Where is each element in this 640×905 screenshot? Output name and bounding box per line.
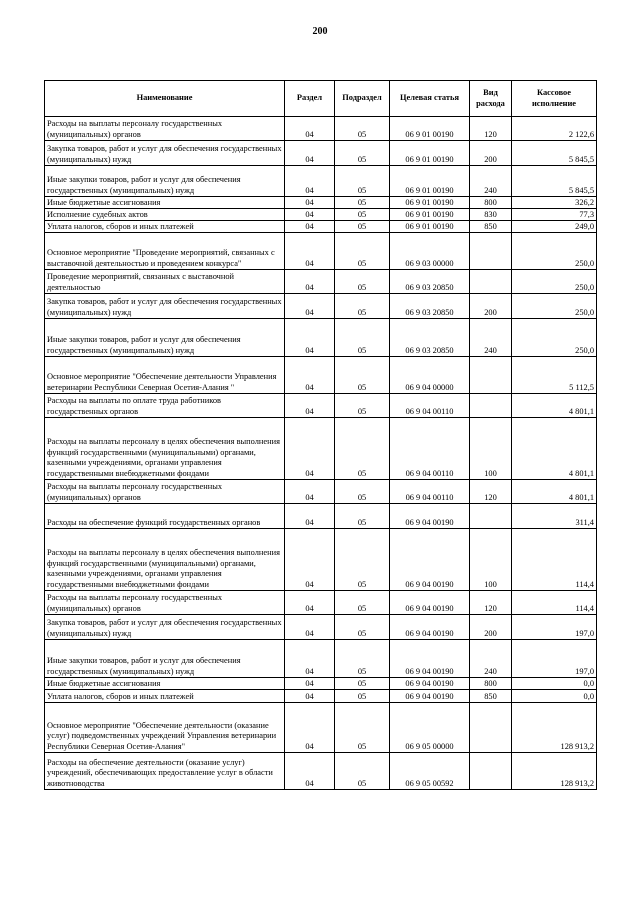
cell-section: 04 [285, 270, 335, 294]
column-header-section: Раздел [285, 81, 335, 117]
cell-section: 04 [285, 529, 335, 591]
cell-cash-execution: 197,0 [512, 615, 597, 640]
cell-expense-type: 240 [470, 319, 512, 357]
cell-target-article: 06 9 05 00592 [390, 753, 470, 790]
cell-section: 04 [285, 294, 335, 319]
cell-cash-execution: 326,2 [512, 197, 597, 209]
cell-expense-type: 200 [470, 294, 512, 319]
cell-name: Расходы на выплаты персоналу государственных (муниципальных) органов [45, 117, 285, 141]
table-row [45, 221, 597, 233]
cell-subsection: 05 [335, 690, 390, 703]
cell-subsection: 05 [335, 529, 390, 591]
cell-subsection: 05 [335, 753, 390, 790]
cell-expense-type [470, 504, 512, 529]
cell-cash-execution: 250,0 [512, 270, 597, 294]
cell-subsection: 05 [335, 197, 390, 209]
cell-expense-type: 200 [470, 141, 512, 166]
cell-expense-type: 800 [470, 197, 512, 209]
cell-name: Закупка товаров, работ и услуг для обеспечения государственных (муниципальных) нужд [45, 294, 285, 319]
cell-target-article: 06 9 01 00190 [390, 166, 470, 197]
cell-cash-execution: 249,0 [512, 221, 597, 233]
cell-target-article: 06 9 04 00110 [390, 418, 470, 480]
cell-subsection: 05 [335, 221, 390, 233]
cell-cash-execution: 0,0 [512, 690, 597, 703]
cell-cash-execution: 114,4 [512, 591, 597, 615]
cell-cash-execution: 311,4 [512, 504, 597, 529]
cell-expense-type [470, 394, 512, 418]
cell-section: 04 [285, 418, 335, 480]
cell-target-article: 06 9 04 00000 [390, 357, 470, 394]
cell-target-article: 06 9 04 00110 [390, 480, 470, 504]
cell-subsection: 05 [335, 117, 390, 141]
table-header [45, 81, 597, 117]
cell-subsection: 05 [335, 394, 390, 418]
cell-target-article: 06 9 04 00190 [390, 529, 470, 591]
cell-section: 04 [285, 480, 335, 504]
table-row [45, 197, 597, 209]
table-row [45, 294, 597, 319]
cell-target-article: 06 9 05 00000 [390, 703, 470, 753]
cell-name: Расходы на выплаты персоналу государственных (муниципальных) органов [45, 591, 285, 615]
cell-expense-type: 120 [470, 480, 512, 504]
cell-name: Закупка товаров, работ и услуг для обеспечения государственных (муниципальных) нужд [45, 615, 285, 640]
cell-cash-execution: 114,4 [512, 529, 597, 591]
cell-expense-type [470, 270, 512, 294]
cell-section: 04 [285, 690, 335, 703]
cell-name: Расходы на выплаты персоналу в целях обеспечения выполнения функций государственными (муниципальными) органами, казенными учреждениями, органами управления государственными внебюджетными фондами [45, 418, 285, 480]
cell-target-article: 06 9 03 20850 [390, 294, 470, 319]
cell-target-article: 06 9 04 00110 [390, 394, 470, 418]
cell-target-article: 06 9 01 00190 [390, 141, 470, 166]
cell-cash-execution: 250,0 [512, 233, 597, 270]
cell-expense-type: 850 [470, 221, 512, 233]
table-row [45, 529, 597, 591]
cell-subsection: 05 [335, 357, 390, 394]
cell-name: Иные бюджетные ассигнования [45, 197, 285, 209]
cell-section: 04 [285, 221, 335, 233]
cell-target-article: 06 9 04 00190 [390, 678, 470, 690]
cell-name: Расходы на обеспечение деятельности (оказание услуг) учреждений, обеспечивающих предоставление услуг в области животноводства [45, 753, 285, 790]
cell-cash-execution: 2 122,6 [512, 117, 597, 141]
cell-expense-type: 200 [470, 615, 512, 640]
cell-subsection: 05 [335, 319, 390, 357]
table-row [45, 753, 597, 790]
table-row [45, 703, 597, 753]
cell-cash-execution: 77,3 [512, 209, 597, 221]
cell-name: Проведение мероприятий, связанных с выставочной деятельностью [45, 270, 285, 294]
cell-cash-execution: 5 845,5 [512, 166, 597, 197]
cell-target-article: 06 9 04 00190 [390, 591, 470, 615]
cell-name: Расходы на выплаты персоналу государственных (муниципальных) органов [45, 480, 285, 504]
cell-subsection: 05 [335, 504, 390, 529]
table-row [45, 319, 597, 357]
cell-name: Основное мероприятие "Обеспечение деятельности Управления ветеринарии Республики Северная Осетия-Алания " [45, 357, 285, 394]
table-row [45, 141, 597, 166]
cell-subsection: 05 [335, 703, 390, 753]
cell-cash-execution: 4 801,1 [512, 394, 597, 418]
cell-section: 04 [285, 166, 335, 197]
cell-subsection: 05 [335, 233, 390, 270]
cell-name: Иные закупки товаров, работ и услуг для обеспечения государственных (муниципальных) нужд [45, 319, 285, 357]
cell-name: Расходы на обеспечение функций государственных органов [45, 504, 285, 529]
column-header-subsection: Подраздел [335, 81, 390, 117]
table-row [45, 504, 597, 529]
cell-section: 04 [285, 615, 335, 640]
cell-subsection: 05 [335, 166, 390, 197]
cell-section: 04 [285, 197, 335, 209]
table-row [45, 615, 597, 640]
cell-target-article: 06 9 04 00190 [390, 615, 470, 640]
table-row [45, 233, 597, 270]
cell-name: Основное мероприятие "Обеспечение деятельности (оказание услуг) подведомственных учреждений Управления ветеринарии Республики Северная Осетия-Алания" [45, 703, 285, 753]
cell-target-article: 06 9 04 00190 [390, 640, 470, 678]
cell-section: 04 [285, 753, 335, 790]
cell-subsection: 05 [335, 480, 390, 504]
cell-expense-type: 120 [470, 117, 512, 141]
cell-target-article: 06 9 03 20850 [390, 319, 470, 357]
cell-name: Основное мероприятие "Проведение мероприятий, связанных с выставочной деятельностью и проведением конкурса" [45, 233, 285, 270]
cell-name: Расходы на выплаты персоналу в целях обеспечения выполнения функций государственными (муниципальными) органами, казенными учреждениями, органами управления государственными внебюджетными фондами [45, 529, 285, 591]
cell-expense-type [470, 357, 512, 394]
cell-expense-type [470, 233, 512, 270]
cell-cash-execution: 5 112,5 [512, 357, 597, 394]
table-row [45, 394, 597, 418]
column-header-cash-execution: Кассовое исполнение [512, 81, 597, 117]
cell-cash-execution: 250,0 [512, 319, 597, 357]
cell-name: Иные закупки товаров, работ и услуг для обеспечения государственных (муниципальных) нужд [45, 640, 285, 678]
cell-section: 04 [285, 394, 335, 418]
cell-cash-execution: 5 845,5 [512, 141, 597, 166]
table-row [45, 591, 597, 615]
cell-section: 04 [285, 678, 335, 690]
cell-cash-execution: 0,0 [512, 678, 597, 690]
cell-target-article: 06 9 01 00190 [390, 209, 470, 221]
cell-expense-type [470, 703, 512, 753]
cell-name: Иные закупки товаров, работ и услуг для обеспечения государственных (муниципальных) нужд [45, 166, 285, 197]
cell-section: 04 [285, 357, 335, 394]
cell-subsection: 05 [335, 209, 390, 221]
cell-section: 04 [285, 640, 335, 678]
cell-cash-execution: 4 801,1 [512, 418, 597, 480]
cell-target-article: 06 9 01 00190 [390, 117, 470, 141]
cell-cash-execution: 128 913,2 [512, 703, 597, 753]
cell-name: Расходы на выплаты по оплате труда работников государственных органов [45, 394, 285, 418]
cell-section: 04 [285, 117, 335, 141]
cell-expense-type: 120 [470, 591, 512, 615]
cell-section: 04 [285, 209, 335, 221]
cell-subsection: 05 [335, 591, 390, 615]
cell-section: 04 [285, 233, 335, 270]
column-header-target-article: Целевая статья [390, 81, 470, 117]
table-body [45, 117, 597, 790]
table-row [45, 270, 597, 294]
table-row [45, 357, 597, 394]
cell-section: 04 [285, 703, 335, 753]
cell-expense-type: 240 [470, 640, 512, 678]
table-row [45, 209, 597, 221]
cell-section: 04 [285, 504, 335, 529]
cell-section: 04 [285, 141, 335, 166]
column-header-expense-type: Вид расхода [470, 81, 512, 117]
cell-name: Уплата налогов, сборов и иных платежей [45, 690, 285, 703]
header-row [45, 81, 597, 117]
cell-subsection: 05 [335, 418, 390, 480]
cell-name: Закупка товаров, работ и услуг для обеспечения государственных (муниципальных) нужд [45, 141, 285, 166]
cell-target-article: 06 9 04 00190 [390, 690, 470, 703]
table-row [45, 690, 597, 703]
cell-subsection: 05 [335, 615, 390, 640]
cell-expense-type: 830 [470, 209, 512, 221]
cell-cash-execution: 250,0 [512, 294, 597, 319]
cell-expense-type: 100 [470, 529, 512, 591]
table-row [45, 117, 597, 141]
cell-expense-type: 240 [470, 166, 512, 197]
table-row [45, 418, 597, 480]
cell-subsection: 05 [335, 294, 390, 319]
cell-subsection: 05 [335, 270, 390, 294]
cell-target-article: 06 9 01 00190 [390, 221, 470, 233]
cell-subsection: 05 [335, 678, 390, 690]
cell-target-article: 06 9 03 20850 [390, 270, 470, 294]
cell-target-article: 06 9 04 00190 [390, 504, 470, 529]
cell-expense-type: 850 [470, 690, 512, 703]
cell-expense-type: 100 [470, 418, 512, 480]
cell-cash-execution: 197,0 [512, 640, 597, 678]
table-row [45, 166, 597, 197]
cell-expense-type: 800 [470, 678, 512, 690]
table-row [45, 480, 597, 504]
cell-target-article: 06 9 01 00190 [390, 197, 470, 209]
cell-subsection: 05 [335, 141, 390, 166]
table-row [45, 640, 597, 678]
cell-name: Уплата налогов, сборов и иных платежей [45, 221, 285, 233]
cell-expense-type [470, 753, 512, 790]
cell-cash-execution: 128 913,2 [512, 753, 597, 790]
cell-section: 04 [285, 319, 335, 357]
cell-target-article: 06 9 03 00000 [390, 233, 470, 270]
table-row [45, 678, 597, 690]
page-number: 200 [312, 26, 328, 37]
budget-execution-table [44, 80, 597, 790]
cell-subsection: 05 [335, 640, 390, 678]
cell-name: Иные бюджетные ассигнования [45, 678, 285, 690]
cell-cash-execution: 4 801,1 [512, 480, 597, 504]
cell-name: Исполнение судебных актов [45, 209, 285, 221]
column-header-name: Наименование [45, 81, 285, 117]
cell-section: 04 [285, 591, 335, 615]
